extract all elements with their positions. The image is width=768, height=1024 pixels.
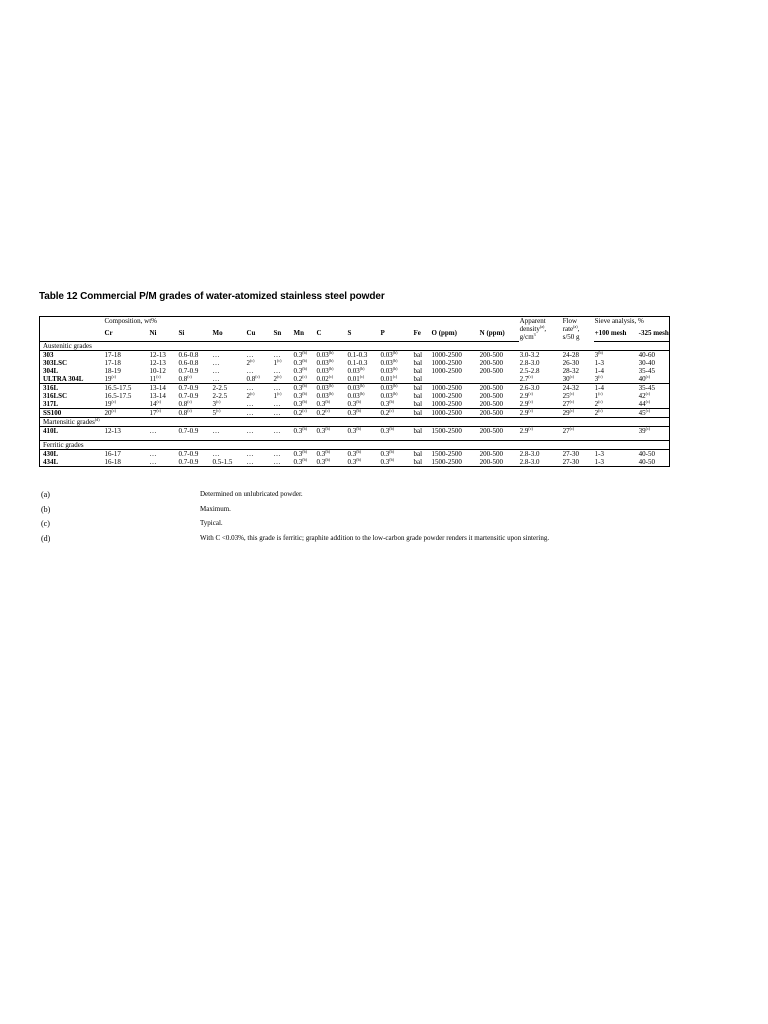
footnote: (d) With C <0.03%, this grade is ferritic; graphite addition to the low-carbon grade powder renders it martensitic upon sintering. (41, 533, 550, 543)
col-header: S (347, 329, 380, 341)
mesh100-cell: 1-3 (594, 457, 604, 466)
apparent-density-cell: 2.5-2.8 (519, 366, 540, 375)
cr-cell: 17-18 (104, 350, 121, 359)
table-row (40, 367, 670, 375)
grade-cell: 430L (43, 449, 59, 458)
grade-cell: 304L (43, 366, 59, 375)
o-ppm-cell: 1000-2500 (431, 408, 479, 417)
footnote: (c) Typical. (41, 519, 223, 528)
n-ppm-cell: 200-500 (479, 350, 503, 359)
col-header: Sn (273, 329, 293, 341)
col-header: Cr (104, 329, 149, 341)
grade-header (40, 317, 104, 329)
si-cell: 0.6-0.8 (178, 350, 199, 359)
flow-rate-cell: 27-30 (562, 449, 579, 458)
mo-cell: … (212, 449, 220, 458)
n-ppm-cell: 200-500 (479, 408, 519, 417)
grade-cell: 410L (40, 426, 104, 440)
table-row (40, 359, 670, 367)
mesh100-cell (594, 426, 638, 440)
n-ppm-cell: 200-500 (479, 366, 503, 375)
si-cell: 0.8$^{(c)}$ (178, 408, 212, 417)
cu-cell: … (246, 449, 254, 458)
apparent-density-cell: 2.9$^{(c)}$ (519, 426, 562, 440)
c-cell: 0.03$^{(b)}$ (316, 358, 334, 367)
n-ppm-cell: 200-500 (479, 391, 503, 400)
mo-cell: … (212, 375, 246, 384)
sn-cell: … (273, 408, 293, 417)
apparent-density-cell: 2.7$^{(c)}$ (519, 375, 562, 384)
mesh100-cell: 2$^{(c)}$ (594, 408, 638, 417)
cu-cell: 0.8$^{(c)}$ (246, 375, 273, 384)
si-cell: 0.7-0.9 (178, 391, 199, 400)
mo-cell: 3$^{(c)}$ (212, 400, 246, 409)
c-cell: 0.03$^{(b)}$ (316, 366, 334, 375)
mesh325-cell: 39$^{(c)}$ (638, 426, 670, 440)
header-row-1 (40, 317, 670, 329)
s-cell: 0.1-0.3 (347, 350, 368, 359)
flow-rate-cell: 30$^{(c)}$ (562, 375, 594, 384)
mo-cell: 2-2.5 (212, 391, 228, 400)
o-ppm-cell: 1500-2500 (431, 426, 479, 440)
p-cell: 0.03$^{(b)}$ (380, 358, 398, 367)
c-cell: 0.3$^{(b)}$ (316, 426, 347, 440)
table-row (40, 449, 670, 458)
p-cell: 0.03$^{(b)}$ (380, 350, 398, 359)
sn-cell: … (273, 449, 281, 458)
group-label: Ferritic grades (40, 440, 670, 449)
mesh325-cell: 40-60 (638, 350, 655, 359)
si-cell: 0.7-0.9 (178, 426, 212, 440)
cr-cell: 19$^{(c)}$ (104, 400, 149, 409)
c-cell: 0.2$^{(c)}$ (316, 408, 347, 417)
flow-rate-cell: 24-32 (562, 383, 579, 392)
fe-cell: bal (413, 375, 431, 384)
p-cell: 0.3$^{(b)}$ (380, 449, 394, 458)
footnote: (b) Maximum. (41, 504, 231, 514)
cu-cell: … (246, 408, 273, 417)
col-header: Mn (293, 329, 316, 341)
s-cell: 0.3$^{(b)}$ (347, 408, 380, 417)
sn-cell: … (273, 426, 293, 440)
cu-cell: … (246, 383, 254, 392)
cr-cell: 16.5-17.5 (104, 391, 132, 400)
table-title: Table 12 Commercial P/M grades of water-atomized stainless steel powder (39, 291, 385, 302)
mesh100-cell: 3$^{(b)}$ (594, 350, 603, 359)
fe-cell: bal (413, 400, 431, 409)
flow-rate-header: Flow rate$^{(a)}$, s/50 g (562, 317, 580, 341)
table-row (40, 426, 670, 440)
fe-cell: bal (413, 426, 431, 440)
flow-rate-cell: 25$^{(c)}$ (562, 391, 575, 400)
apparent-density-cell: 2.8-3.0 (519, 358, 540, 367)
mn-cell: 0.3$^{(b)}$ (293, 457, 307, 466)
sn-cell: … (273, 383, 281, 392)
apparent-density-header: Apparent density$^{(a)}$, $g/cm^3$ (519, 317, 547, 341)
c-cell: 0.03$^{(b)}$ (316, 383, 334, 392)
apparent-density-cell: 2.6-3.0 (519, 383, 540, 392)
table-row (40, 408, 670, 417)
composition-header: Composition, wt% (104, 317, 158, 325)
fe-cell: bal (413, 408, 431, 417)
cu-cell: … (246, 400, 273, 409)
s-cell: 0.3$^{(b)}$ (347, 449, 361, 458)
c-cell: 0.02$^{(c)}$ (316, 375, 347, 384)
ni-cell: 14$^{(c)}$ (149, 400, 178, 409)
cu-cell: … (246, 457, 254, 466)
fe-cell: bal (413, 350, 423, 359)
apparent-density-cell: 3.0-3.2 (519, 350, 540, 359)
fe-cell: bal (413, 366, 423, 375)
s-cell: 0.01$^{(c)}$ (347, 375, 380, 384)
mo-cell: 2-2.5 (212, 383, 228, 392)
mesh100-cell: 2$^{(c)}$ (594, 400, 638, 409)
cr-cell: 16.5-17.5 (104, 383, 132, 392)
p-cell: 0.03$^{(b)}$ (380, 391, 398, 400)
p-cell: 0.03$^{(b)}$ (380, 366, 398, 375)
mesh100-header: +100 mesh (594, 329, 638, 341)
mn-cell: 0.3$^{(b)}$ (293, 383, 307, 392)
sn-cell: … (273, 366, 281, 375)
mn-cell: 0.3$^{(b)}$ (293, 391, 307, 400)
grade-cell: 303LSC (43, 358, 68, 367)
group-label: Martensitic grades$^{(d)}$ (40, 417, 670, 426)
grade-cell: 316L (43, 383, 59, 392)
s-cell: 0.1-0.3 (347, 358, 368, 367)
n-ppm-cell: 200-500 (479, 383, 503, 392)
flow-rate-cell: 26-30 (562, 358, 579, 367)
apparent-density-cell: 2.9$^{(c)}$ (519, 400, 562, 409)
apparent-density-cell: 2.8-3.0 (519, 457, 540, 466)
n-ppm-cell (479, 375, 519, 384)
mo-cell: … (212, 358, 220, 367)
mo-cell: 5$^{(c)}$ (212, 408, 246, 417)
p-cell: 0.01$^{(c)}$ (380, 375, 413, 384)
s-cell: 0.3$^{(b)}$ (347, 426, 380, 440)
flow-rate-cell: 29$^{(c)}$ (562, 408, 594, 417)
col-header: Fe (413, 329, 431, 341)
si-cell: 0.8$^{(c)}$ (178, 400, 212, 409)
o-ppm-cell: 1500-2500 (431, 449, 462, 458)
si-cell: 0.7-0.9 (178, 457, 199, 466)
mn-cell: 0.3$^{(b)}$ (293, 426, 316, 440)
mn-cell: 0.3$^{(b)}$ (293, 350, 307, 359)
fe-cell: bal (413, 457, 423, 466)
mn-cell: 0.3$^{(b)}$ (293, 358, 307, 367)
mesh325-cell: 35-45 (638, 366, 655, 375)
header-spacer (479, 317, 519, 329)
cr-cell: 19$^{(c)}$ (104, 375, 149, 384)
sieve-analysis-header: Sieve analysis, % (594, 317, 644, 325)
si-cell: 0.7-0.9 (178, 366, 199, 375)
c-cell: 0.03$^{(b)}$ (316, 350, 334, 359)
mo-cell: … (212, 366, 220, 375)
si-cell: 0.7-0.9 (178, 383, 199, 392)
flow-rate-cell: 27$^{(c)}$ (562, 400, 594, 409)
table-row (40, 375, 670, 384)
ni-cell: … (149, 457, 157, 466)
s-cell: 0.03$^{(b)}$ (347, 391, 365, 400)
apparent-density-cell: 2.9$^{(c)}$ (519, 391, 533, 400)
col-header: Cu (246, 329, 273, 341)
c-cell: 0.3$^{(b)}$ (316, 457, 330, 466)
col-header: O (ppm) (431, 329, 479, 341)
cu-cell: … (246, 366, 254, 375)
fe-cell: bal (413, 383, 423, 392)
ni-cell: 12-13 (149, 358, 166, 367)
grade-cell: 434L (43, 457, 59, 466)
p-cell: 0.2$^{(c)}$ (380, 408, 413, 417)
mesh325-cell: 40-50 (638, 449, 655, 458)
mo-cell: … (212, 426, 246, 440)
n-ppm-cell: 200-500 (479, 457, 503, 466)
cu-cell: … (246, 350, 254, 359)
sn-cell: … (273, 350, 281, 359)
apparent-density-cell: 2.8-3.0 (519, 449, 540, 458)
n-ppm-cell: 200-500 (479, 426, 519, 440)
mn-cell: 0.2$^{(c)}$ (293, 408, 316, 417)
group-row-ferritic (40, 440, 670, 449)
table-row (40, 400, 670, 409)
col-header: C (316, 329, 347, 341)
c-cell: 0.3$^{(b)}$ (316, 449, 330, 458)
col-header: N (ppm) (479, 329, 519, 341)
p-cell: 0.3$^{(b)}$ (380, 426, 413, 440)
p-cell: 0.03$^{(b)}$ (380, 383, 398, 392)
table-row (40, 383, 670, 392)
o-ppm-cell: 1500-2500 (431, 457, 462, 466)
cu-cell: 2$^{(c)}$ (246, 358, 255, 367)
group-row-martensitic (40, 417, 670, 426)
cr-cell: 18-19 (104, 366, 121, 375)
fe-cell: bal (413, 391, 423, 400)
mo-cell: … (212, 350, 220, 359)
mn-cell: 0.2$^{(c)}$ (293, 375, 316, 384)
si-cell: 0.7-0.9 (178, 449, 199, 458)
n-ppm-cell: 200-500 (479, 358, 503, 367)
mesh325-cell: 30-40 (638, 358, 655, 367)
apparent-density-cell: 2.9$^{(c)}$ (519, 408, 562, 417)
mn-cell: 0.3$^{(b)}$ (293, 400, 316, 409)
sn-cell: … (273, 400, 293, 409)
ni-cell: … (149, 449, 157, 458)
mesh100-cell: 1-3 (594, 358, 604, 367)
mesh325-cell: 44$^{(c)}$ (638, 400, 670, 409)
table-row (40, 458, 670, 467)
o-ppm-cell: 1000-2500 (431, 366, 462, 375)
cr-cell: 16-17 (104, 449, 121, 458)
cr-cell: 12-13 (104, 426, 149, 440)
footnote: (a) Determined on unlubricated powder. (41, 490, 303, 499)
mesh325-cell: 40$^{(c)}$ (638, 375, 670, 384)
s-cell: 0.3$^{(b)}$ (347, 400, 380, 409)
fe-cell: bal (413, 449, 423, 458)
cu-cell: … (246, 426, 273, 440)
mesh100-cell: 1-3 (594, 449, 604, 458)
s-cell: 0.03$^{(b)}$ (347, 366, 365, 375)
sn-cell: 1$^{(c)}$ (273, 391, 282, 400)
mesh325-header: -325 mesh (638, 329, 670, 341)
mesh325-cell: 45$^{(c)}$ (638, 408, 670, 417)
ni-cell: 11$^{(c)}$ (149, 375, 178, 384)
flow-rate-cell: 27$^{(c)}$ (562, 426, 594, 440)
mesh100-cell: 1-4 (594, 366, 604, 375)
ni-cell: … (149, 426, 178, 440)
mesh100-cell: 3$^{(c)}$ (594, 375, 638, 384)
o-ppm-cell (431, 375, 479, 384)
footnotes (41, 490, 721, 548)
group-label: Austenitic grades (40, 341, 670, 350)
table-row (40, 350, 670, 359)
ni-cell: 10-12 (149, 366, 166, 375)
o-ppm-cell: 1000-2500 (431, 391, 462, 400)
o-ppm-cell: 1000-2500 (431, 358, 462, 367)
ni-cell: 17$^{(c)}$ (149, 408, 178, 417)
p-cell: 0.3$^{(b)}$ (380, 457, 394, 466)
mo-cell: 0.5-1.5 (212, 457, 233, 466)
o-ppm-cell: 1000-2500 (431, 400, 479, 409)
mesh100-cell: 1$^{(c)}$ (594, 391, 603, 400)
group-row-austenitic (40, 341, 670, 350)
mn-cell: 0.3$^{(b)}$ (293, 449, 307, 458)
fe-cell: bal (413, 358, 423, 367)
grade-header-2 (40, 329, 104, 341)
cr-cell: 17-18 (104, 358, 121, 367)
grade-cell: 303 (43, 350, 54, 359)
ni-cell: 13-14 (149, 383, 166, 392)
grade-cell: 317L (40, 400, 104, 409)
s-cell: 0.03$^{(b)}$ (347, 383, 365, 392)
col-header: Ni (149, 329, 178, 341)
ni-cell: 13-14 (149, 391, 166, 400)
s-cell: 0.3$^{(b)}$ (347, 457, 361, 466)
mesh325-cell: 40-50 (638, 457, 655, 466)
grade-cell: SS100 (40, 408, 104, 417)
sn-cell: … (273, 457, 281, 466)
mn-cell: 0.3$^{(b)}$ (293, 366, 307, 375)
si-cell: 0.6-0.8 (178, 358, 199, 367)
o-ppm-cell: 1000-2500 (431, 383, 462, 392)
mesh325-cell: 35-45 (638, 383, 655, 392)
sn-cell: 2$^{(c)}$ (273, 375, 293, 384)
ni-cell: 12-13 (149, 350, 166, 359)
flow-rate-cell: 24-28 (562, 350, 579, 359)
flow-rate-cell: 28-32 (562, 366, 579, 375)
grade-cell: 316LSC (43, 391, 68, 400)
cu-cell: 2$^{(c)}$ (246, 391, 255, 400)
sn-cell: 1$^{(c)}$ (273, 358, 282, 367)
p-cell: 0.3$^{(b)}$ (380, 400, 413, 409)
mesh100-cell: 1-4 (594, 383, 604, 392)
c-cell: 0.03$^{(b)}$ (316, 391, 334, 400)
flow-rate-cell: 27-30 (562, 457, 579, 466)
si-cell: 0.8$^{(c)}$ (178, 375, 212, 384)
mesh325-cell: 42$^{(c)}$ (638, 391, 651, 400)
col-header: Mo (212, 329, 246, 341)
powder-grades-table (39, 316, 670, 467)
grade-cell: ULTRA 304L (40, 375, 104, 384)
table-row (40, 392, 670, 400)
cr-cell: 16-18 (104, 457, 121, 466)
n-ppm-cell: 200-500 (479, 449, 503, 458)
col-header: Si (178, 329, 212, 341)
o-ppm-cell: 1000-2500 (431, 350, 462, 359)
col-header: P (380, 329, 413, 341)
n-ppm-cell: 200-500 (479, 400, 519, 409)
cr-cell: 20$^{(c)}$ (104, 408, 149, 417)
c-cell: 0.3$^{(b)}$ (316, 400, 347, 409)
